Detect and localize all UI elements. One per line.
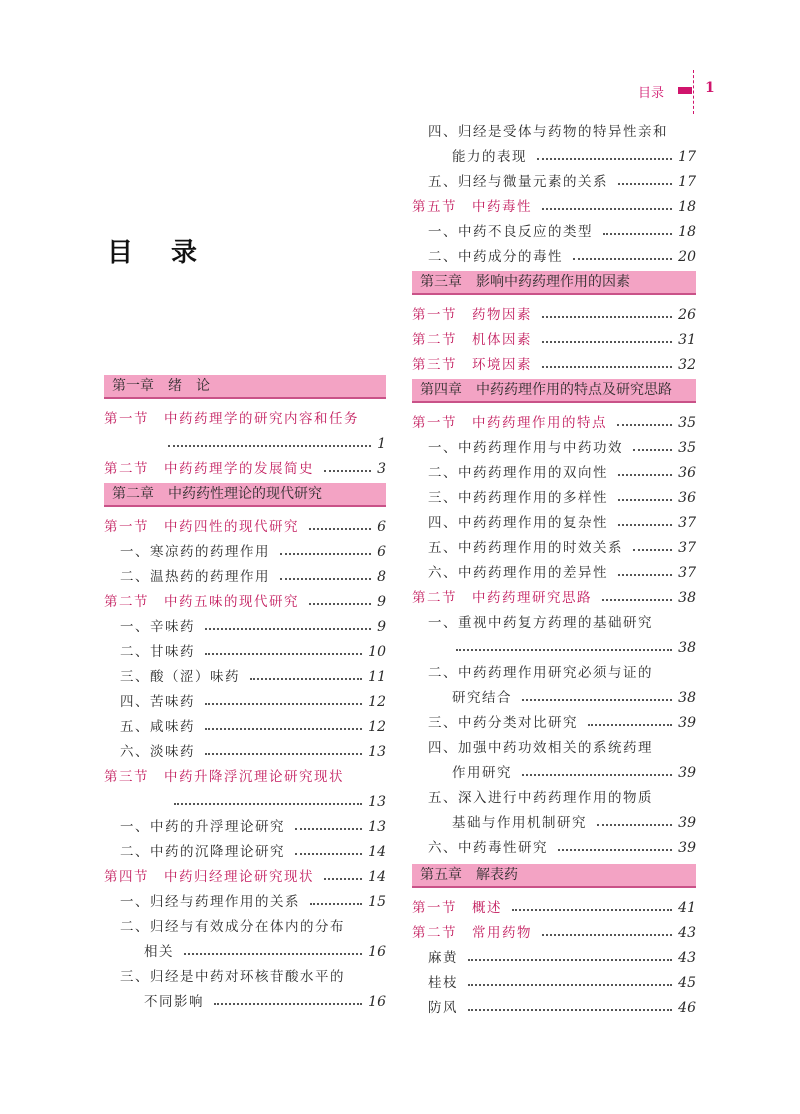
toc-item-continuation[interactable]: 相关 16	[144, 944, 386, 960]
toc-item-continuation[interactable]: 不同影响 16	[144, 994, 386, 1010]
toc-item-continuation[interactable]: 作用研究 39	[452, 765, 696, 781]
toc-item[interactable]: 一、寒凉药的药理作用 6	[120, 544, 386, 560]
toc-item-continuation[interactable]: 基础与作用机制研究 39	[452, 815, 696, 831]
toc-item[interactable]: 三、酸（涩）味药 11	[120, 669, 386, 685]
toc-item[interactable]: 四、中药药理作用的复杂性 37	[428, 515, 696, 531]
toc-item[interactable]: 一、中药药理作用与中药功效 35	[428, 440, 696, 456]
toc-item[interactable]: 一、重视中药复方药理的基础研究	[428, 615, 653, 631]
toc-section[interactable]: 第二节 中药五味的现代研究 9	[104, 594, 386, 610]
chapter-banner[interactable]: 第三章 影响中药药理作用的因素	[412, 271, 696, 295]
toc-section[interactable]: 第二节 机体因素 31	[412, 332, 696, 348]
toc-section[interactable]: 第一节 药物因素 26	[412, 307, 696, 323]
toc-item[interactable]: 三、归经是中药对环核苷酸水平的	[120, 969, 345, 985]
toc-item[interactable]: 二、中药的沉降理论研究 14	[120, 844, 386, 860]
toc-item[interactable]: 四、归经是受体与药物的特异性亲和	[428, 124, 668, 140]
toc-section[interactable]: 第三节 环境因素 32	[412, 357, 696, 373]
chapter-banner[interactable]: 第四章 中药药理作用的特点及研究思路	[412, 379, 696, 403]
toc-section[interactable]: 第二节 中药药理研究思路 38	[412, 590, 696, 606]
toc-item[interactable]: 一、中药的升浮理论研究 13	[120, 819, 386, 835]
chapter-banner[interactable]: 第二章 中药药性理论的现代研究	[104, 483, 386, 507]
toc-section[interactable]: 第二节 中药药理学的发展简史 3	[104, 461, 386, 477]
toc-section[interactable]: 第一节 中药药理作用的特点 35	[412, 415, 696, 431]
toc-item[interactable]: 二、归经与有效成分在体内的分布	[120, 919, 345, 935]
toc-section[interactable]: 第三节 中药升降浮沉理论研究现状	[104, 769, 344, 785]
toc-item[interactable]: 三、中药分类对比研究 39	[428, 715, 696, 731]
toc-item[interactable]: 麻黄 43	[428, 950, 696, 966]
toc-item[interactable]: 五、归经与微量元素的关系 17	[428, 174, 696, 190]
toc-item[interactable]: 六、中药毒性研究 39	[428, 840, 696, 856]
toc-section[interactable]: 第一节 中药药理学的研究内容和任务	[104, 411, 359, 427]
toc-item[interactable]: 五、深入进行中药药理作用的物质	[428, 790, 653, 806]
running-header-label: 目录	[638, 86, 665, 101]
toc-item-continuation[interactable]: 能力的表现 17	[452, 149, 696, 165]
toc-section[interactable]: 第一节 中药四性的现代研究 6	[104, 519, 386, 535]
toc-left-column	[104, 373, 386, 1010]
toc-item[interactable]: 四、加强中药功效相关的系统药理	[428, 740, 653, 756]
chapter-banner[interactable]: 第五章 解表药	[412, 864, 696, 888]
toc-item[interactable]: 二、中药成分的毒性 20	[428, 249, 696, 265]
toc-item[interactable]: 三、中药药理作用的多样性 36	[428, 490, 696, 506]
toc-item[interactable]: 一、归经与药理作用的关系 15	[120, 894, 386, 910]
toc-item[interactable]: 五、中药药理作用的时效关系 37	[428, 540, 696, 556]
toc-item[interactable]: 六、中药药理作用的差异性 37	[428, 565, 696, 581]
toc-section-continuation[interactable]: 13	[104, 785, 386, 810]
toc-item[interactable]: 防风 46	[428, 1000, 696, 1016]
toc-section[interactable]: 第五节 中药毒性 18	[412, 199, 696, 215]
toc-item[interactable]: 桂枝 45	[428, 975, 696, 991]
header-marker-bar	[678, 87, 692, 94]
toc-item[interactable]: 四、苦味药 12	[120, 694, 386, 710]
toc-right-column	[412, 115, 696, 1016]
toc-item[interactable]: 六、淡味药 13	[120, 744, 386, 760]
toc-item-continuation[interactable]: 研究结合 38	[452, 690, 696, 706]
toc-item[interactable]: 一、辛味药 9	[120, 619, 386, 635]
toc-item-continuation[interactable]: 38	[412, 631, 696, 656]
toc-item[interactable]: 二、中药药理作用的双向性 36	[428, 465, 696, 481]
toc-item[interactable]: 二、中药药理作用研究必须与证的	[428, 665, 653, 681]
toc-section-continuation[interactable]: 1	[104, 427, 386, 452]
toc-section[interactable]: 第二节 常用药物 43	[412, 925, 696, 941]
chapter-banner[interactable]: 第一章 绪 论	[104, 375, 386, 399]
page-title: 目 录	[107, 238, 198, 268]
toc-item[interactable]: 二、甘味药 10	[120, 644, 386, 660]
toc-section[interactable]: 第一节 概述 41	[412, 900, 696, 916]
toc-section[interactable]: 第四节 中药归经理论研究现状 14	[104, 869, 386, 885]
toc-item[interactable]: 五、咸味药 12	[120, 719, 386, 735]
page-number: 1	[705, 80, 715, 96]
toc-item[interactable]: 一、中药不良反应的类型 18	[428, 224, 696, 240]
toc-item[interactable]: 二、温热药的药理作用 8	[120, 569, 386, 585]
header-divider	[693, 70, 694, 114]
